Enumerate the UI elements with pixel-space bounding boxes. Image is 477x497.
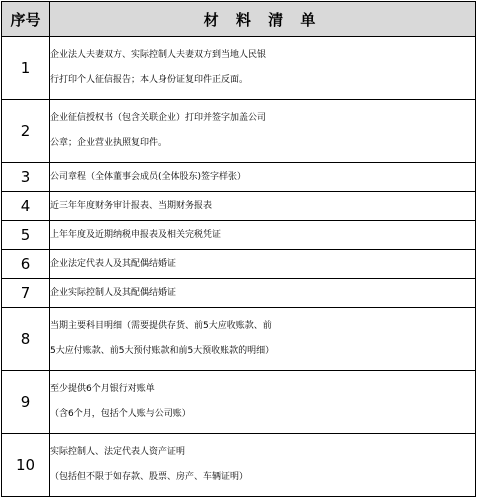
row-item — [50, 37, 476, 100]
header-no: 序号 — [2, 2, 50, 37]
row-item — [50, 163, 476, 192]
row-number: 8 — [2, 308, 50, 371]
table-row — [2, 163, 476, 192]
item-line: 行打印个人征信报告；本人身份证复印件正反面。 — [50, 75, 249, 85]
item-line: 上年年度及近期纳税申报表及相关完税凭证 — [50, 229, 222, 240]
row-number: 5 — [2, 221, 50, 250]
materials-sheet — [1, 1, 475, 482]
row-item — [50, 100, 476, 163]
row-item — [50, 434, 476, 497]
item-line: 企业实际控制人及其配偶结婚证 — [50, 287, 177, 298]
table-row — [2, 434, 476, 497]
table-row — [2, 37, 476, 100]
row-number: 7 — [2, 279, 50, 308]
item-line: 公司章程（全体董事会成员(全体股东)签字样张） — [50, 171, 247, 182]
table-row — [2, 250, 476, 279]
row-number: 9 — [2, 371, 50, 434]
row-number: 10 — [2, 434, 50, 497]
item-line: 企业法人夫妻双方、实际控制人夫妻双方到当地人民银 — [50, 50, 267, 60]
table-row — [2, 100, 476, 163]
table-row — [2, 192, 476, 221]
row-number: 6 — [2, 250, 50, 279]
table-row — [2, 279, 476, 308]
row-item — [50, 308, 476, 371]
materials-table — [1, 1, 476, 497]
item-line: （包括但不限于如存款、股票、房产、车辆证明） — [50, 472, 249, 482]
row-item — [50, 250, 476, 279]
row-number: 4 — [2, 192, 50, 221]
item-line: 企业法定代表人及其配偶结婚证 — [50, 258, 177, 269]
item-line: 实际控制人、法定代表人资产证明 — [50, 447, 186, 457]
item-line: 5大应付账款、前5大预付账款和前5大预收账款的明细） — [50, 346, 275, 356]
row-item — [50, 371, 476, 434]
item-line: （含6个月，包括个人账与公司账） — [50, 409, 191, 419]
header-title: 材 料 清 单 — [50, 2, 476, 37]
item-line: 企业征信授权书（包含关联企业）打印并签字加盖公司 — [50, 113, 267, 123]
row-item — [50, 192, 476, 221]
row-number: 2 — [2, 100, 50, 163]
table-header-row — [2, 2, 476, 37]
item-line: 公章；企业营业执照复印件。 — [50, 138, 168, 148]
item-line: 至少提供6个月银行对账单 — [50, 384, 155, 394]
item-line: 近三年年度财务审计报表、当期财务报表 — [50, 200, 213, 211]
row-number: 3 — [2, 163, 50, 192]
table-row — [2, 371, 476, 434]
row-number: 1 — [2, 37, 50, 100]
table-row — [2, 308, 476, 371]
row-item — [50, 221, 476, 250]
row-item — [50, 279, 476, 308]
item-line: 当期主要科目明细（需要提供存货、前5大应收账款、前 — [50, 321, 272, 331]
table-row — [2, 221, 476, 250]
